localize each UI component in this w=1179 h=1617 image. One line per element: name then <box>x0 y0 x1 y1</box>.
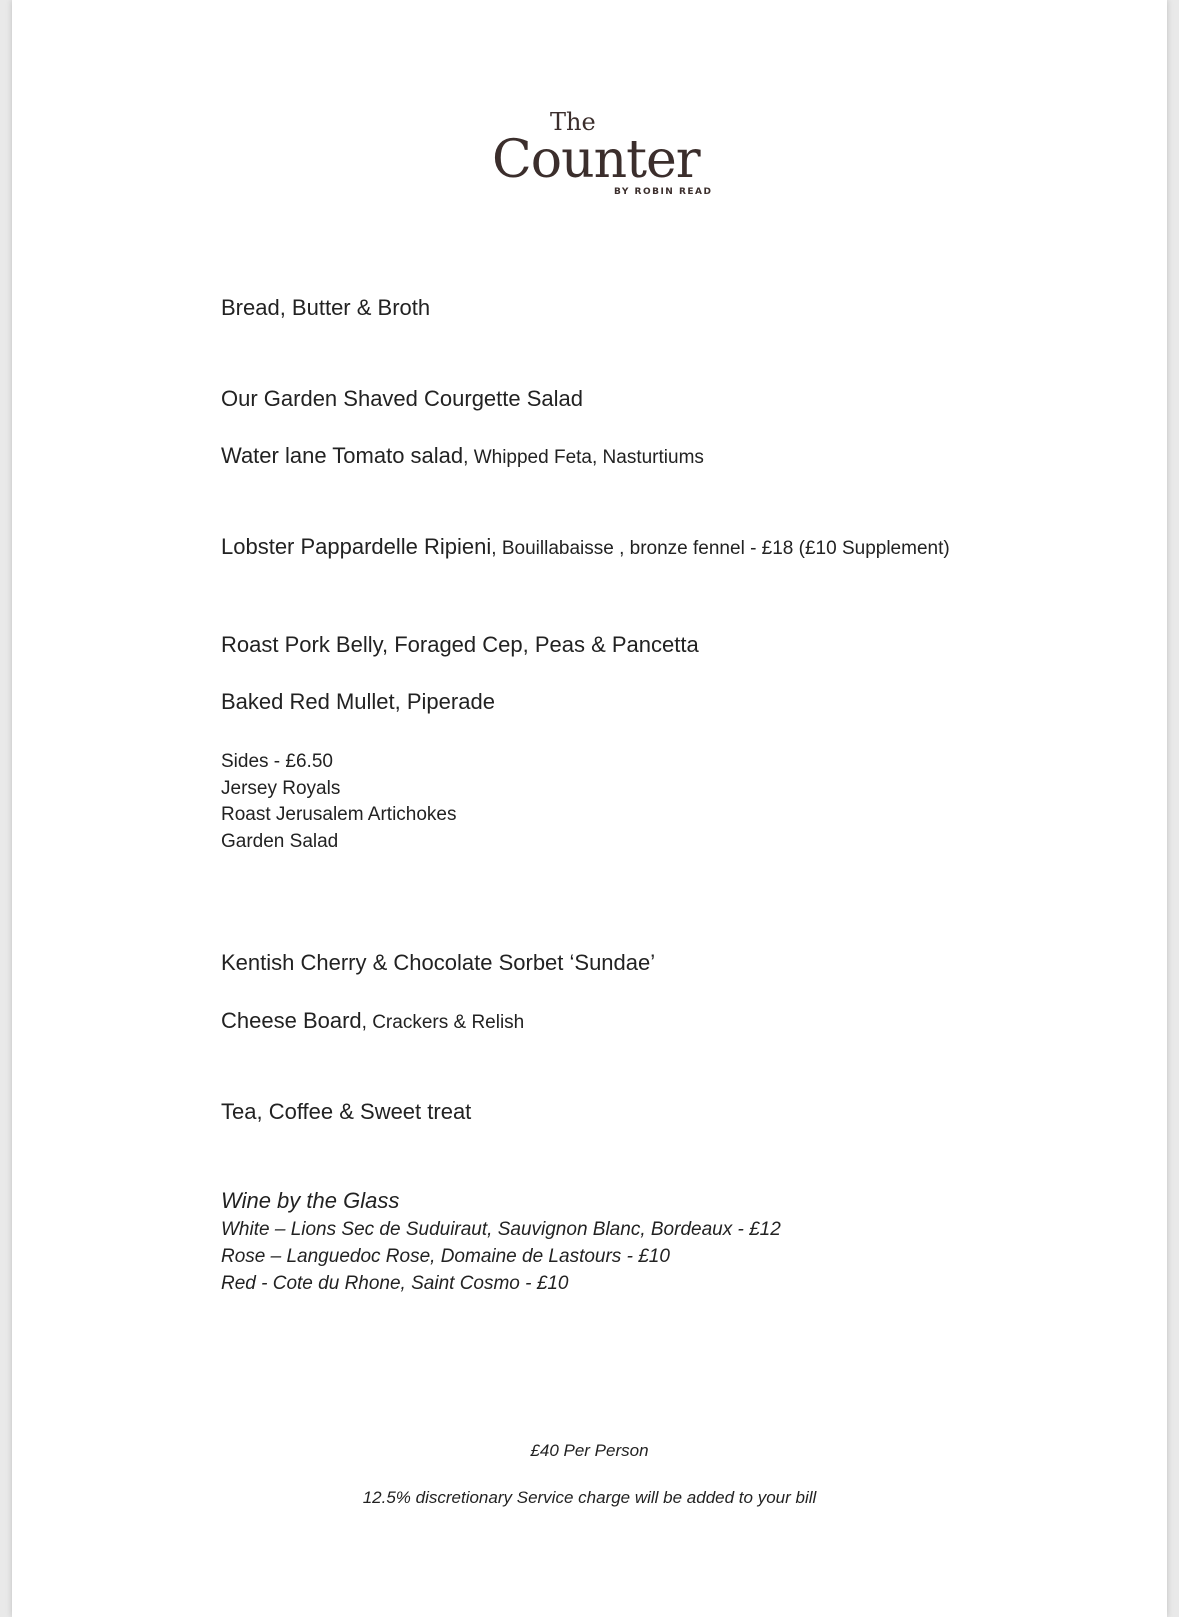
logo-the: The <box>550 108 596 136</box>
wine-item: Red - Cote du Rhone, Saint Cosmo - £10 <box>221 1273 569 1294</box>
side-item: Jersey Royals <box>221 778 341 799</box>
item-name: Lobster Pappardelle Ripieni <box>221 534 492 559</box>
menu-page <box>12 0 1167 1617</box>
item-detail: , Bouillabaisse , bronze fennel - £18 (£10 Supplement) <box>491 538 950 559</box>
wine-item: White – Lions Sec de Suduiraut, Sauvignon Blanc, Bordeaux - £12 <box>221 1219 781 1240</box>
item-name: Cheese Board <box>221 1008 362 1033</box>
item-name: Water lane Tomato salad <box>221 443 464 468</box>
restaurant-logo <box>492 108 722 200</box>
wine-item: Rose – Languedoc Rose, Domaine de Lastours - £10 <box>221 1246 670 1267</box>
side-item: Roast Jerusalem Artichokes <box>221 804 457 825</box>
menu-item-red-mullet: Baked Red Mullet, Piperade <box>221 689 495 714</box>
menu-item-pork-belly: Roast Pork Belly, Foraged Cep, Peas & Pancetta <box>221 632 699 657</box>
menu-item-lobster <box>221 533 950 563</box>
menu-item-sundae: Kentish Cherry & Chocolate Sorbet ‘Sundae’ <box>221 950 656 975</box>
item-detail: , Whipped Feta, Nasturtiums <box>463 447 704 468</box>
menu-item-bread: Bread, Butter & Broth <box>221 295 431 320</box>
menu-item-tomato-salad <box>221 442 704 472</box>
price-per-person: £40 Per Person <box>530 1441 649 1460</box>
service-charge-note: 12.5% discretionary Service charge will be added to your bill <box>362 1488 817 1507</box>
logo-counter: Counter <box>492 130 700 190</box>
wine-title: Wine by the Glass <box>221 1188 400 1213</box>
menu-item-tea-coffee: Tea, Coffee & Sweet treat <box>221 1099 472 1124</box>
sides-title: Sides - £6.50 <box>221 751 333 772</box>
side-item: Garden Salad <box>221 831 339 852</box>
menu-item-cheese-board <box>221 1007 524 1037</box>
logo-byline: BY ROBIN READ <box>614 187 713 197</box>
menu-item-courgette-salad: Our Garden Shaved Courgette Salad <box>221 386 584 411</box>
item-detail: , Crackers & Relish <box>361 1012 525 1033</box>
